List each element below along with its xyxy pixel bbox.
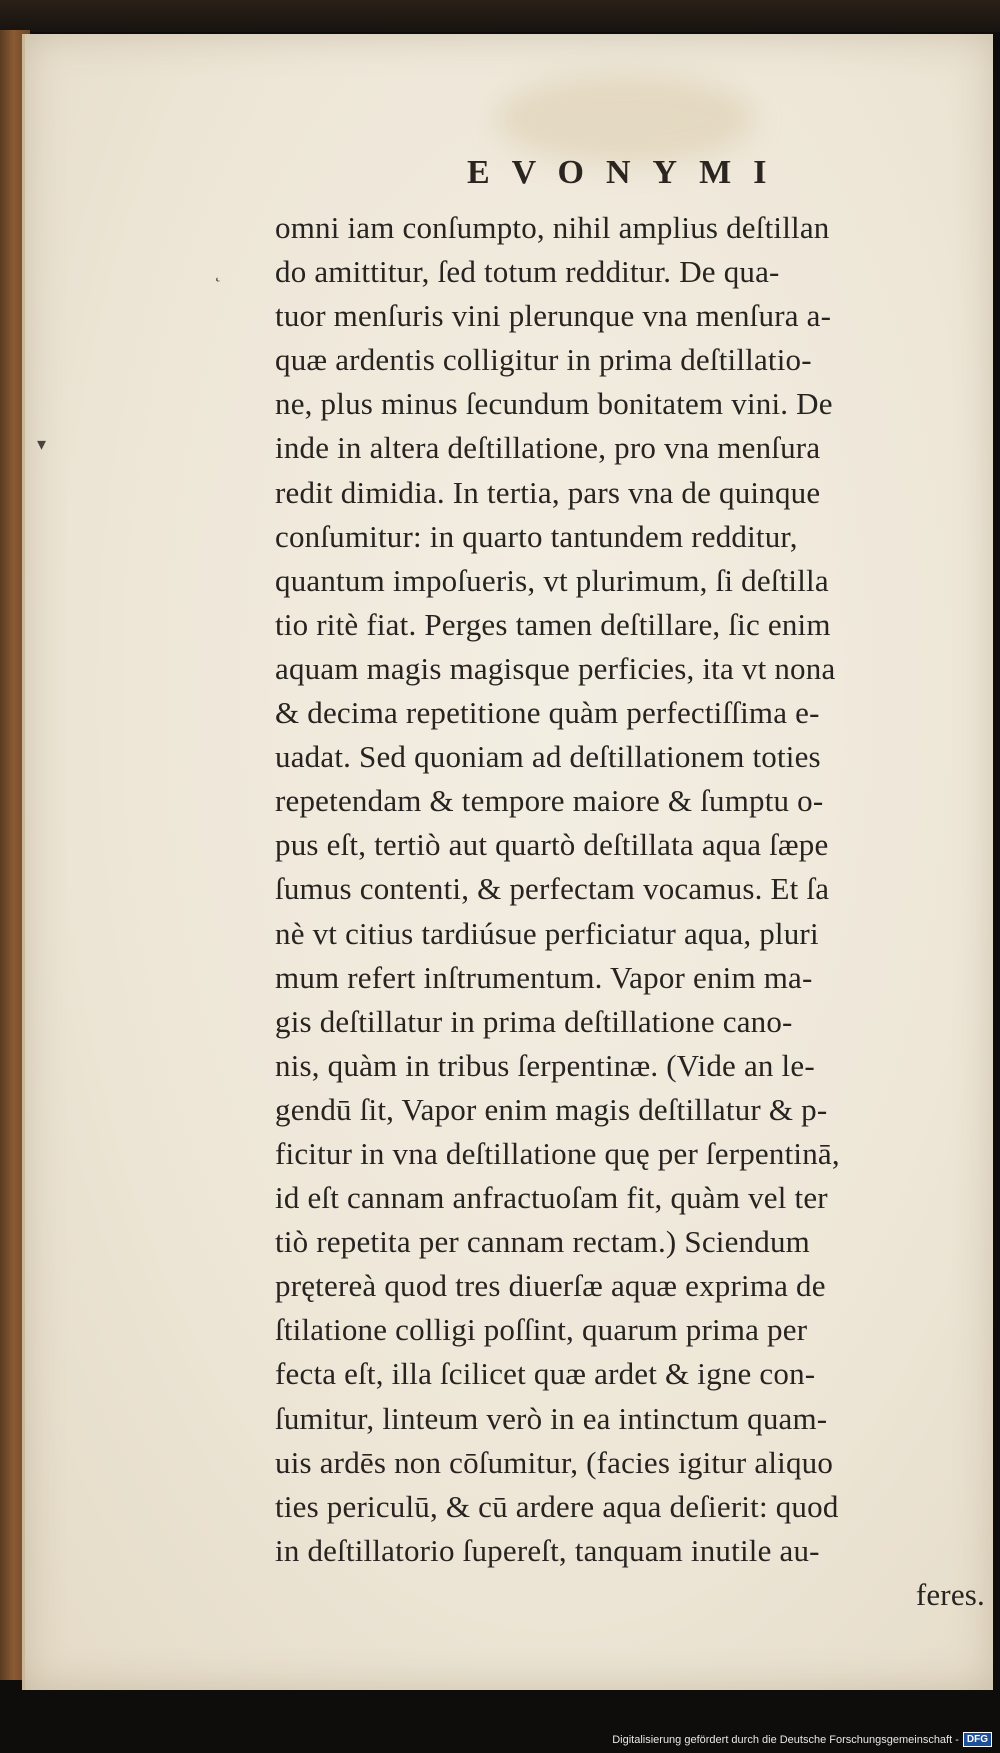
text-line: prętereà quod tres diuerſæ aquæ exprima de bbox=[275, 1268, 826, 1304]
text-line: nè vt citius tardiúsue perficiatur aqua, pluri bbox=[275, 915, 819, 951]
text-line: quantum impoſueris, vt plurimum, ſi deſtilla bbox=[275, 562, 829, 598]
text-line: gis deſtillatur in prima deſtillatione cano- bbox=[275, 1003, 793, 1039]
text-line: tuor menſuris vini plerunque vna menſura a- bbox=[275, 298, 832, 334]
text-block bbox=[275, 206, 985, 1617]
digitization-footer bbox=[612, 1732, 992, 1747]
text-line: in deſtillatorio ſupereſt, tanquam inutile au- bbox=[275, 1532, 820, 1568]
text-line: tiò repetita per cannam rectam.) Sciendum bbox=[275, 1224, 810, 1260]
text-line: & decima repetitione quàm perfectiſſima e- bbox=[275, 695, 820, 731]
text-line: aquam magis magisque perficies, ita vt nona bbox=[275, 650, 836, 686]
text-line: ſumitur, linteum verò in ea intinctum quam- bbox=[275, 1400, 828, 1436]
text-line: redit dimidia. In tertia, pars vna de quinque bbox=[275, 474, 821, 510]
text-line: ties periculū, & cū ardere aqua deſierit: quod bbox=[275, 1488, 839, 1524]
ink-mark: ▾ bbox=[37, 434, 47, 454]
text-line: pus eſt, tertiò aut quartò deſtillata aqua ſæpe bbox=[275, 827, 829, 863]
book-page bbox=[22, 34, 993, 1690]
text-line: ne, plus minus ſecundum bonitatem vini. De bbox=[275, 386, 833, 422]
digitization-credit: Digitalisierung gefördert durch die Deutsche Forschungsgemeinschaft - bbox=[612, 1733, 959, 1746]
text-line: repetendam & tempore maiore & ſumptu o- bbox=[275, 783, 824, 819]
text-line: id eſt cannam anfractuoſam fit, quàm vel ter bbox=[275, 1180, 828, 1216]
text-line: uis ardēs non cōſumitur, (facies igitur aliquo bbox=[275, 1444, 834, 1480]
text-line: ſumus contenti, & perfectam vocamus. Et ſa bbox=[275, 871, 830, 907]
text-line: mum refert inſtrumentum. Vapor enim ma- bbox=[275, 959, 813, 995]
text-line: inde in altera deſtillatione, pro vna menſura bbox=[275, 430, 821, 466]
catchword: feres. bbox=[915, 1576, 985, 1612]
paper-stain bbox=[495, 74, 755, 164]
text-line: conſumitur: in quarto tantundem redditur, bbox=[275, 518, 798, 554]
text-line: nis, quàm in tribus ſerpentinæ. (Vide an le- bbox=[275, 1047, 815, 1083]
ink-mark: ˛ bbox=[215, 262, 221, 282]
scan-top-edge bbox=[0, 0, 1000, 32]
text-line: ſtilatione colligi poſſint, quarum prima per bbox=[275, 1312, 808, 1348]
running-head: EVONYMI bbox=[467, 154, 789, 191]
text-line: fecta eſt, illa ſcilicet quæ ardet & igne con- bbox=[275, 1356, 816, 1392]
dfg-logo: DFG bbox=[963, 1732, 992, 1747]
text-line: uadat. Sed quoniam ad deſtillationem toties bbox=[275, 739, 821, 775]
text-line: quæ ardentis colligitur in prima deſtillatio- bbox=[275, 342, 812, 378]
text-line: do amittitur, ſed totum redditur. De qua- bbox=[275, 254, 780, 290]
text-line: gendū ſit, Vapor enim magis deſtillatur & p- bbox=[275, 1091, 828, 1127]
text-line: ficitur in vna deſtillatione quę per ſerpentinā, bbox=[275, 1135, 840, 1171]
text-line: omni iam conſumpto, nihil amplius deſtillan bbox=[275, 210, 830, 245]
text-line: tio ritè fiat. Perges tamen deſtillare, ſic enim bbox=[275, 606, 831, 642]
